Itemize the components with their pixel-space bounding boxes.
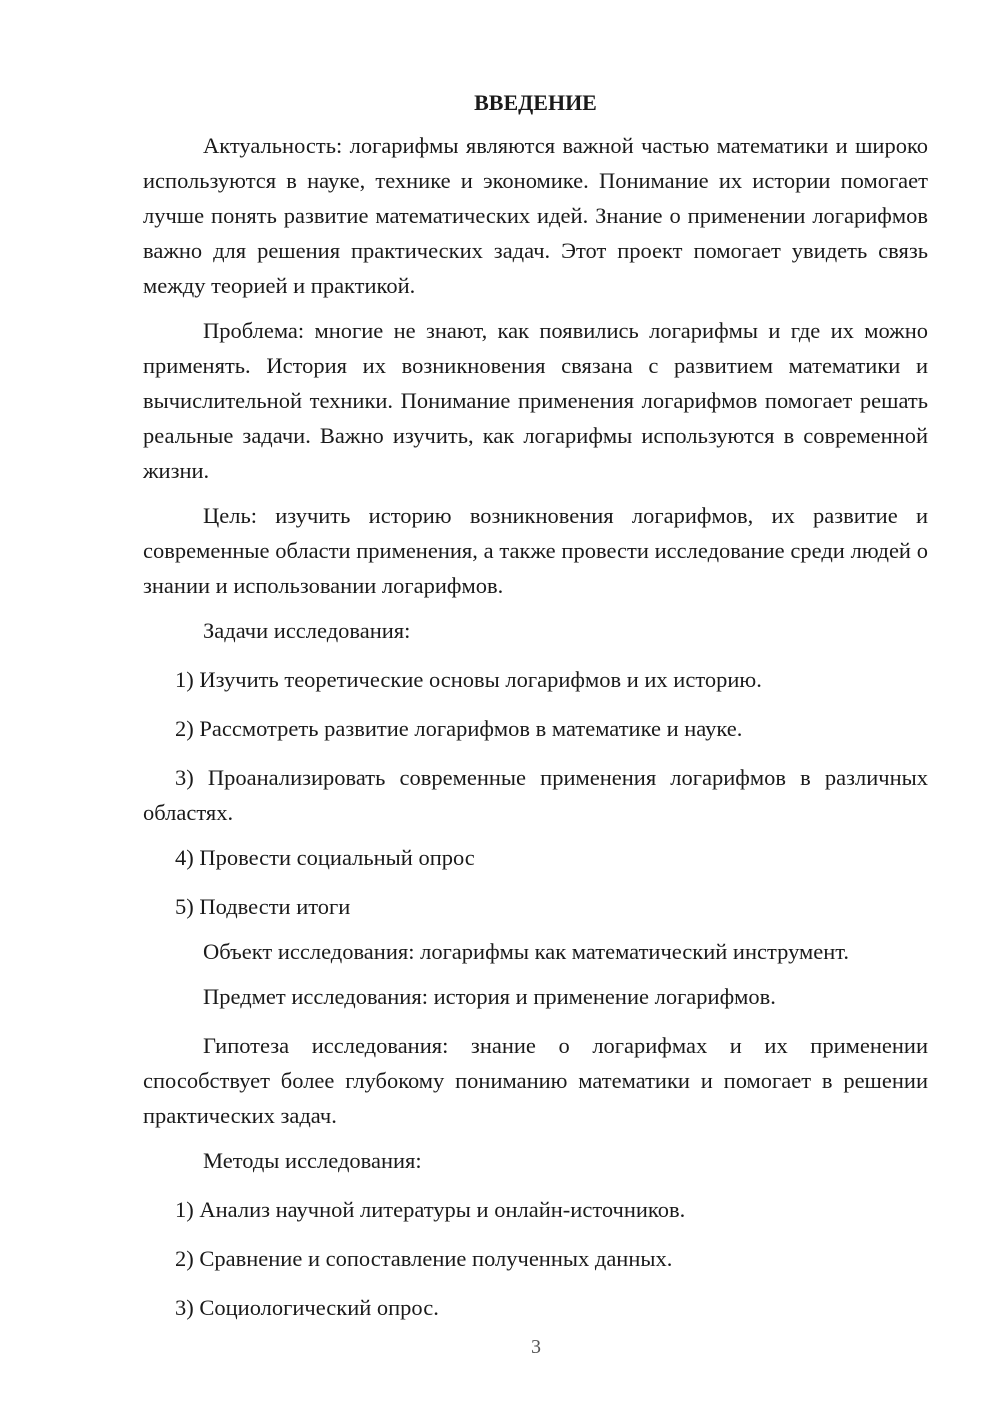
- object-paragraph: Объект исследования: логарифмы как математический инструмент.: [203, 939, 850, 964]
- task-item: 4) Провести социальный опрос: [175, 845, 475, 870]
- subject-paragraph: Предмет исследования: история и применение логарифмов.: [203, 984, 776, 1009]
- tasks-heading: Задачи исследования:: [203, 618, 411, 643]
- page-title: ВВЕДЕНИЕ: [474, 90, 597, 115]
- relevance-paragraph: Актуальность: логарифмы являются важной частью математики и широко используются в науке, технике и экономике. Понимание их истории помогает лучше понять развитие математических идей. Знание о применении логарифмов важно для решения практических задач. Этот проект помогает увидеть связь между теорией и практикой.: [143, 133, 928, 298]
- task-item: 2) Рассмотреть развитие логарифмов в математике и науке.: [175, 716, 743, 741]
- method-item: 3) Социологический опрос.: [175, 1295, 439, 1320]
- method-item: 2) Сравнение и сопоставление полученных данных.: [175, 1246, 673, 1271]
- task-item: 5) Подвести итоги: [175, 894, 351, 919]
- methods-heading: Методы исследования:: [203, 1148, 422, 1173]
- goal-paragraph: Цель: изучить историю возникновения логарифмов, их развитие и современные области применения, а также провести исследование среди людей о знании и использовании логарифмов.: [143, 503, 928, 598]
- document-page: [143, 88, 928, 1335]
- problem-paragraph: Проблема: многие не знают, как появились логарифмы и где их можно применять. История их возникновения связана с развитием математики и вычислительной техники. Понимание применения логарифмов помогает решать реальные задачи. Важно изучить, как логарифмы используются в современной жизни.: [143, 318, 928, 483]
- hypothesis-paragraph: Гипотеза исследования: знание о логарифмах и их применении способствует более глубокому пониманию математики и помогает в решении практических задач.: [143, 1033, 928, 1128]
- page-number: 3: [531, 1336, 541, 1358]
- task-item: 3) Проанализировать современные применения логарифмов в различных областях.: [143, 765, 928, 825]
- task-item: 1) Изучить теоретические основы логарифмов и их историю.: [175, 667, 762, 692]
- method-item: 1) Анализ научной литературы и онлайн-источников.: [175, 1197, 686, 1222]
